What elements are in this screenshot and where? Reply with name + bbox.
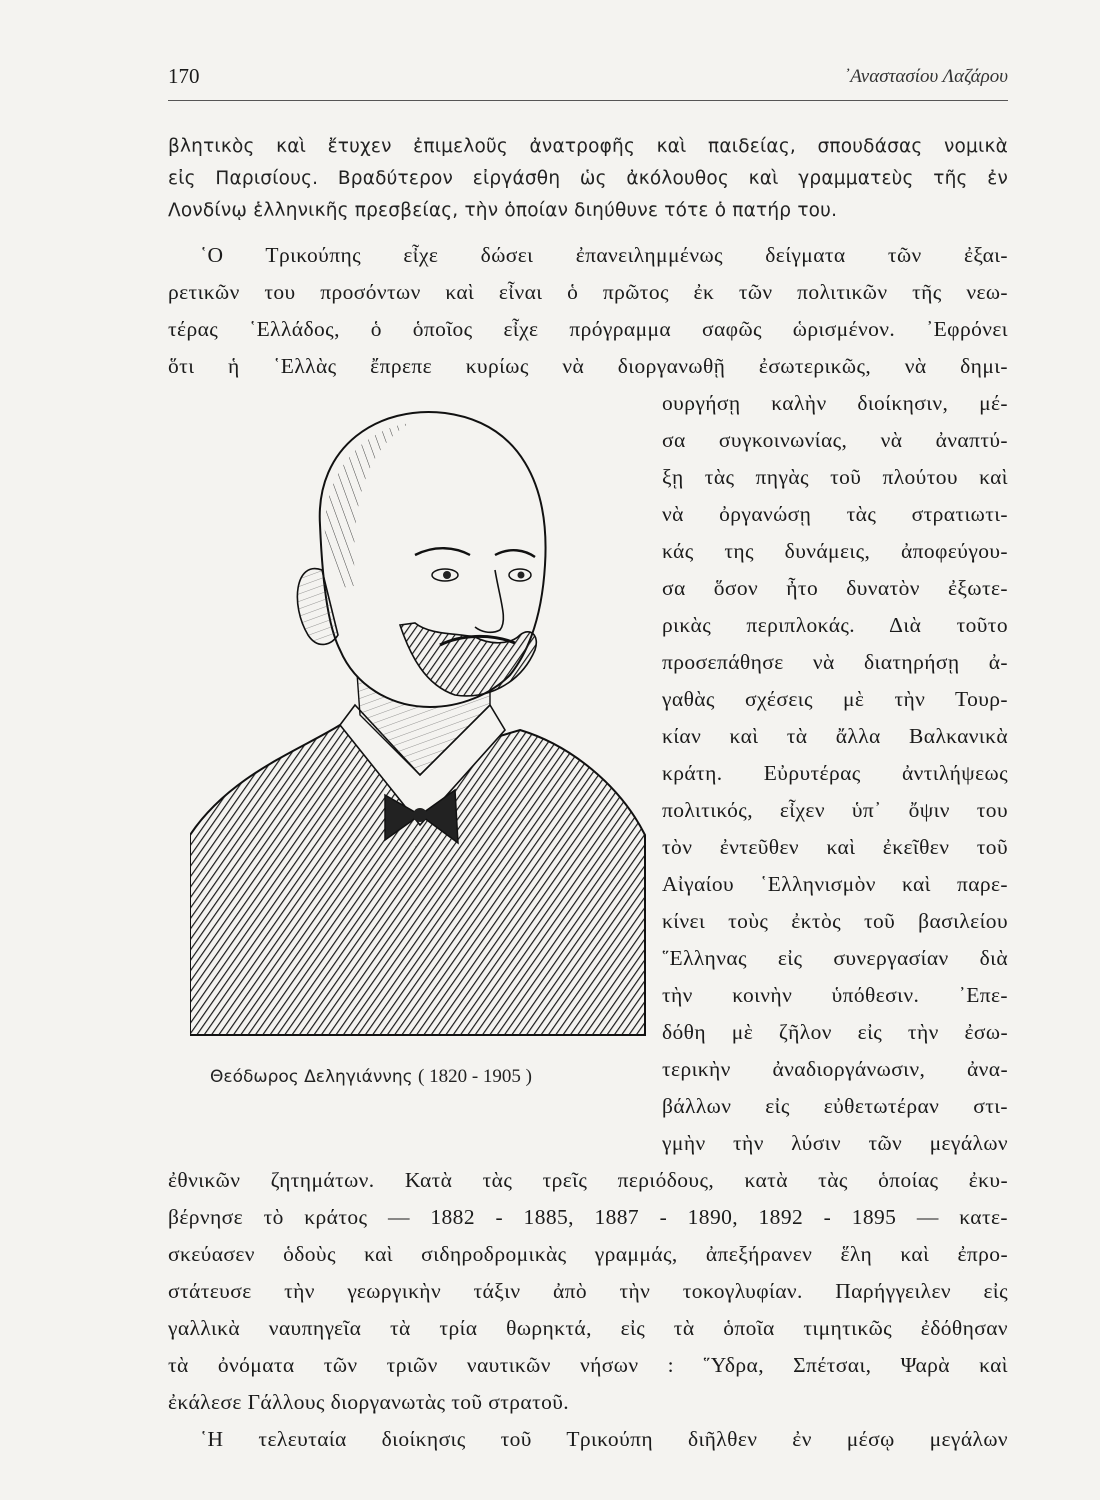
body-line: στάτευσε τὴν γεωργικὴν τάξιν ἀπὸ τὴν τοκογλυφίαν. Παρήγγειλεν εἰς — [168, 1279, 1008, 1303]
body-line: τὴν κοινὴν ὑπόθεσιν. ᾿Επε- — [662, 983, 1008, 1007]
body-line: ρικὰς περιπλοκάς. Διὰ τοῦτο — [662, 613, 1008, 637]
body-line: τὸν ἐντεῦθεν καὶ ἐκεῖθεν τοῦ — [662, 835, 1008, 859]
body-line: Αἰγαίου ῾Ελληνισμὸν καὶ παρε- — [662, 872, 1008, 896]
body-line: γαλλικὰ ναυπηγεῖα τὰ τρία θωρηκτά, εἰς τὰ ὁποῖα τιμητικῶς ἐδόθησαν — [168, 1316, 1008, 1340]
running-header — [168, 60, 1008, 101]
body-line: κράτη. Εὐρυτέρας ἀντιλήψεως — [662, 761, 1008, 785]
body-line: γμὴν τὴν λύσιν τῶν μεγάλων — [662, 1131, 1008, 1155]
body-line: ἐθνικῶν ζητημάτων. Κατὰ τὰς τρεῖς περιόδους, κατὰ τὰς ὁποίας ἐκυ- — [168, 1168, 1008, 1192]
intro-line: βλητικὸς καὶ ἔτυχεν ἐπιμελοῦς ἀνατροφῆς καὶ παιδείας, σπουδάσας νομικὰ — [168, 136, 1008, 157]
body-line: δόθη μὲ ζῆλον εἰς τὴν ἐσω- — [662, 1020, 1008, 1044]
body-line: κάς της δυνάμεις, ἀποφεύγου- — [662, 539, 1008, 563]
body-line: τέρας ῾Ελλάδος, ὁ ὁποῖος εἶχε πρόγραμμα σαφῶς ὡρισμένον. ᾿Εφρόνει — [168, 317, 1008, 341]
body-line: ῾Ο Τρικούπης εἶχε δώσει ἐπανειλημμένως δείγματα τῶν ἐξαι- — [200, 243, 1008, 267]
caption-dates: ( 1820 - 1905 ) — [418, 1066, 532, 1087]
body-line: σα συγκοινωνίας, νὰ ἀναπτύ- — [662, 428, 1008, 452]
body-line: ουργήσῃ καλὴν διοίκησιν, μέ- — [662, 391, 1008, 415]
body-line: ρετικῶν του προσόντων καὶ εἶναι ὁ πρῶτος ἐκ τῶν πολιτικῶν τῆς νεω- — [168, 280, 1008, 304]
body-line: τερικὴν ἀναδιοργάνωσιν, ἀνα- — [662, 1057, 1008, 1081]
body-line: σα ὅσον ἦτο δυνατὸν ἐξωτε- — [662, 576, 1008, 600]
intro-line: Λονδίνῳ ἑλληνικῆς πρεσβείας, τὴν ὁποίαν διηύθυνε τότε ὁ πατήρ του. — [168, 200, 838, 221]
intro-line: εἰς Παρισίους. Βραδύτερον εἰργάσθη ὡς ἀκόλουθος καὶ γραμματεὺς τῆς ἐν — [168, 168, 1008, 189]
body-line: ῾Η τελευταία διοίκησις τοῦ Τρικούπη διῆλθεν ἐν μέσῳ μεγάλων — [200, 1427, 1008, 1451]
body-line: ὅτι ἡ ῾Ελλὰς ἔπρεπε κυρίως νὰ διοργανωθῇ ἐσωτερικῶς, νὰ δημι- — [168, 354, 1008, 378]
portrait-engraving — [190, 395, 650, 1045]
body-line: ῞Ελληνας εἰς συνεργασίαν διὰ — [662, 946, 1008, 970]
body-line: νὰ ὀργανώσῃ τὰς στρατιωτι- — [662, 502, 1008, 526]
portrait-caption — [210, 1066, 630, 1088]
body-line: ἐκάλεσε Γάλλους διοργανωτὰς τοῦ στρατοῦ. — [168, 1390, 570, 1414]
body-line: βάλλων εἰς εὐθετωτέραν στι- — [662, 1094, 1008, 1118]
body-line: πολιτικός, εἶχεν ὑπ᾿ ὄψιν του — [662, 798, 1008, 822]
body-line: βέρνησε τὸ κράτος — 1882 - 1885, 1887 - 1890, 1892 - 1895 — κατε- — [168, 1205, 1008, 1229]
page-number: 170 — [168, 64, 200, 88]
caption-name: Θεόδωρος Δεληγιάννης — [210, 1067, 413, 1087]
body-line: τὰ ὀνόματα τῶν τριῶν ναυτικῶν νήσων : ῞Υδρα, Σπέτσαι, Ψαρὰ καὶ — [168, 1353, 1008, 1377]
body-line: κίνει τοὺς ἐκτὸς τοῦ βασιλείου — [662, 909, 1008, 933]
body-line: σκεύασεν ὁδοὺς καὶ σιδηροδρομικὰς γραμμάς, ἀπεξήρανεν ἕλη καὶ ἐπρο- — [168, 1242, 1008, 1266]
body-line: ξῃ τὰς πηγὰς τοῦ πλούτου καὶ — [662, 465, 1008, 489]
running-title: ᾿Αναστασίου Λαζάρου — [843, 66, 1008, 87]
body-line: γαθὰς σχέσεις μὲ τὴν Τουρ- — [662, 687, 1008, 711]
body-line: προσεπάθησε νὰ διατηρήσῃ ἀ- — [662, 650, 1008, 674]
body-line: κίαν καὶ τὰ ἄλλα Βαλκανικὰ — [662, 724, 1008, 748]
